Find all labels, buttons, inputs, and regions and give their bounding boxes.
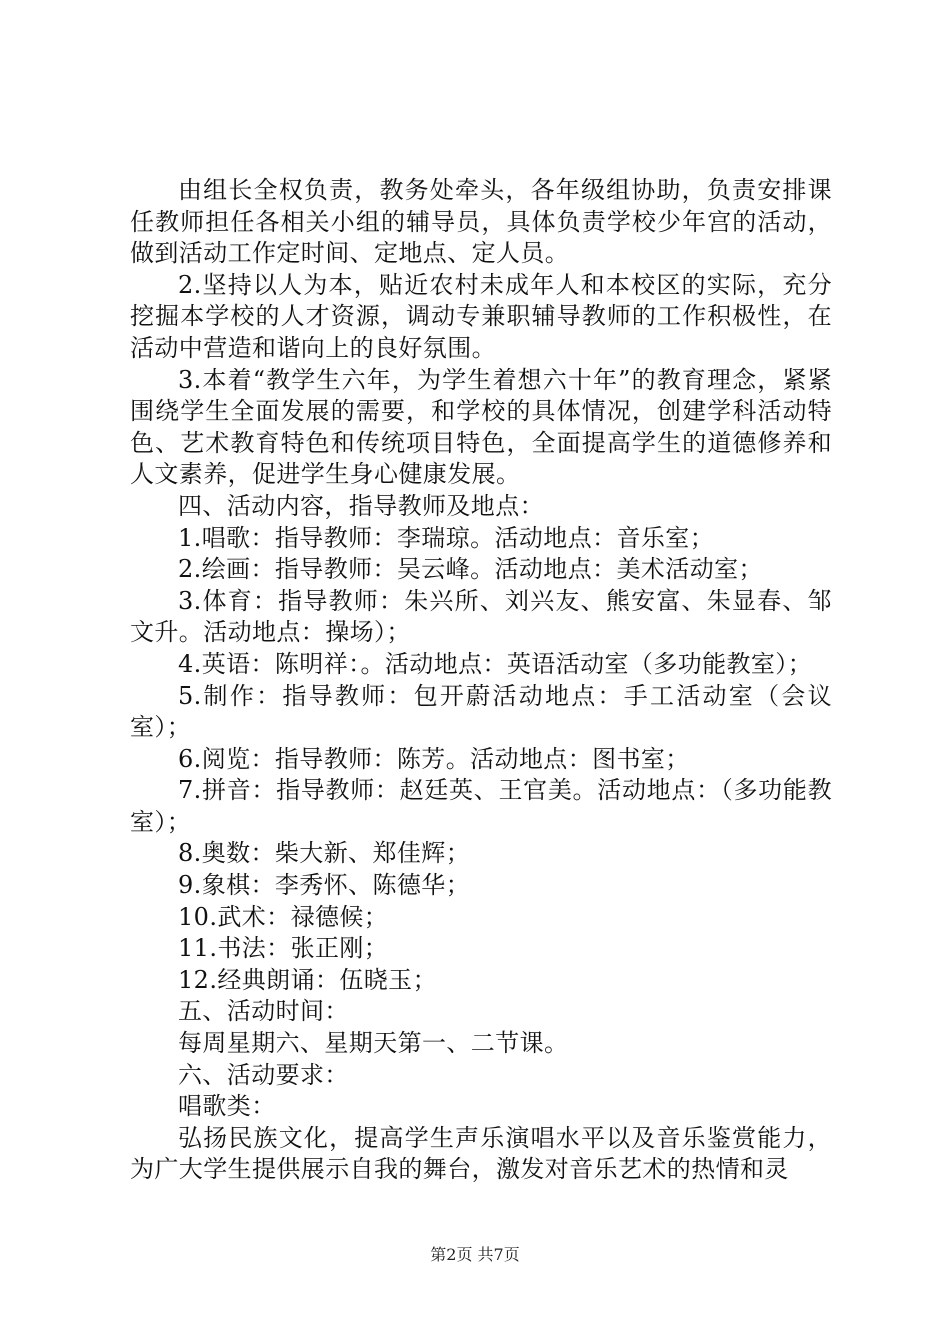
list-item-sports: 3.体育：指导教师：朱兴所、刘兴友、熊安富、朱显春、邹文升。活动地点：操场）； — [130, 586, 832, 647]
section-heading-time: 五、活动时间： — [178, 997, 349, 1026]
section-heading-activities: 四、活动内容，指导教师及地点： — [178, 491, 544, 520]
list-item-painting: 2.绘画：指导教师：吴云峰。活动地点：美术活动室； — [178, 555, 763, 584]
list-item-chess: 9.象棋：李秀怀、陈德华； — [178, 871, 471, 900]
document-body — [130, 175, 832, 1186]
subheading-singing: 唱歌类： — [178, 1092, 276, 1121]
list-item-math-olympiad: 8.奥数：柴大新、郑佳辉； — [178, 839, 471, 868]
list-item-crafts: 5.制作：指导教师：包开蔚活动地点：手工活动室（会议室）； — [130, 681, 832, 742]
page-number-footer: 第2页 共7页 — [430, 1245, 520, 1264]
list-item-singing: 1.唱歌：指导教师：李瑞琼。活动地点：音乐室； — [178, 523, 715, 552]
list-item-calligraphy: 11.书法：张正刚； — [178, 934, 389, 963]
list-item-martial-arts: 10.武术：禄德候； — [178, 902, 389, 931]
paragraph-schedule: 每周星期六、星期天第一、二节课。 — [178, 1029, 569, 1058]
paragraph-principle-3: 3.本着“教学生六年，为学生着想六十年”的教育理念，紧紧围绕学生全面发展的需要，和学校的具体情况，创建学科活动特色、艺术教育特色和传统项目特色，全面提高学生的道德修养和人文素养，促进学生身心健康发展。 — [130, 365, 832, 489]
paragraph-responsibility: 由组长全权负责，教务处牵头，各年级组协助，负责安排课任教师担任各相关小组的辅导员，具体负责学校少年宫的活动，做到活动工作定时间、定地点、定人员。 — [130, 176, 832, 268]
list-item-reading: 6.阅览：指导教师：陈芳。活动地点：图书室； — [178, 744, 690, 773]
list-item-english: 4.英语：陈明祥：。活动地点：英语活动室（多功能教室）； — [178, 649, 813, 678]
list-item-pinyin: 7.拼音：指导教师：赵廷英、王官美。活动地点：（多功能教室）； — [130, 776, 832, 836]
section-heading-requirements: 六、活动要求： — [178, 1060, 349, 1089]
paragraph-singing-goals: 弘扬民族文化，提高学生声乐演唱水平以及音乐鉴赏能力，为广大学生提供展示自我的舞台，激发对音乐艺术的热情和灵 — [130, 1123, 832, 1184]
paragraph-principle-2: 2.坚持以人为本，贴近农村未成年人和本校区的实际，充分挖掘本学校的人才资源，调动专兼职辅导教师的工作积极性，在活动中营造和谐向上的良好氛围。 — [130, 270, 832, 362]
list-item-recitation: 12.经典朗诵：伍晓玉； — [178, 965, 437, 994]
